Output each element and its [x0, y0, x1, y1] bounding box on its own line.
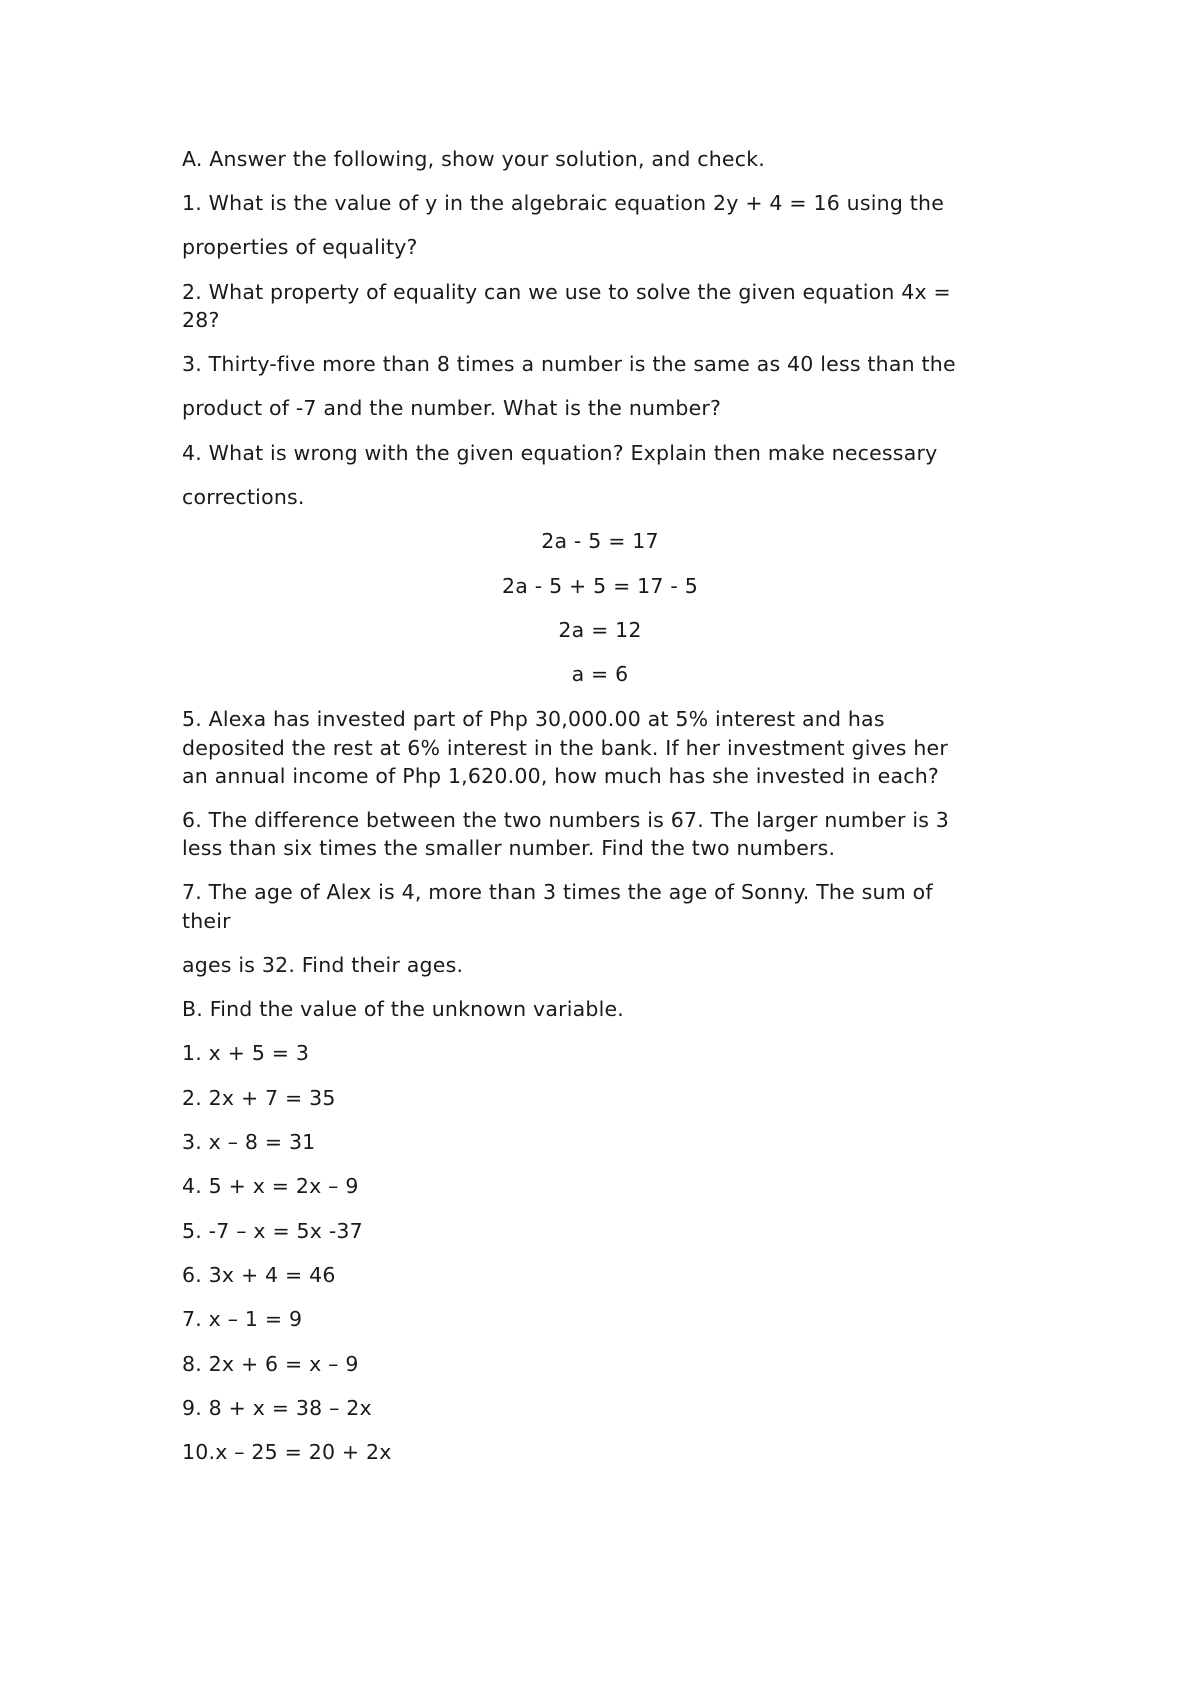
exercise-item-8: 8. 2x + 6 = x – 9	[182, 1352, 359, 1376]
question-5-line-1: 5. Alexa has invested part of Php 30,000.00 at 5% interest and has	[182, 707, 885, 731]
question-3-line-1: 3. Thirty-five more than 8 times a number is the same as 40 less than the	[182, 352, 956, 376]
exercise-item-9: 9. 8 + x = 38 – 2x	[182, 1396, 372, 1420]
equation-step-2: 2a - 5 + 5 = 17 - 5	[502, 574, 698, 598]
question-4-line-1: 4. What is wrong with the given equation? Explain then make necessary	[182, 441, 938, 465]
equation-step-4: a = 6	[571, 662, 629, 686]
exercise-item-3: 3. x – 8 = 31	[182, 1130, 316, 1154]
exercise-item-6: 6. 3x + 4 = 46	[182, 1263, 336, 1287]
question-6-line-1: 6. The difference between the two numbers is 67. The larger number is 3	[182, 808, 950, 832]
question-5-line-2: deposited the rest at 6% interest in the bank. If her investment gives her	[182, 736, 948, 760]
section-a-heading: A. Answer the following, show your solution, and check.	[182, 147, 766, 171]
question-7-line-3: ages is 32. Find their ages.	[182, 953, 464, 977]
equation-step-3: 2a = 12	[558, 618, 642, 642]
question-6-line-2: less than six times the smaller number. Find the two numbers.	[182, 836, 836, 860]
question-3-line-2: product of -7 and the number. What is the number?	[182, 396, 722, 420]
equation-step-1: 2a - 5 = 17	[541, 529, 659, 553]
question-4-line-2: corrections.	[182, 485, 305, 509]
question-7-line-1: 7. The age of Alex is 4, more than 3 times the age of Sonny. The sum of	[182, 880, 933, 904]
question-1-line-2: properties of equality?	[182, 235, 418, 259]
exercise-item-1: 1. x + 5 = 3	[182, 1041, 310, 1065]
question-5-line-3: an annual income of Php 1,620.00, how much has she invested in each?	[182, 764, 939, 788]
question-1-line-1: 1. What is the value of y in the algebraic equation 2y + 4 = 16 using the	[182, 191, 945, 215]
question-2-line-1: 2. What property of equality can we use to solve the given equation 4x =	[182, 280, 951, 304]
section-b-heading: B. Find the value of the unknown variable.	[182, 997, 625, 1021]
exercise-item-5: 5. -7 – x = 5x -37	[182, 1219, 363, 1243]
exercise-item-10: 10.x – 25 = 20 + 2x	[182, 1440, 392, 1464]
question-7-line-2: their	[182, 909, 231, 933]
exercise-item-4: 4. 5 + x = 2x – 9	[182, 1174, 359, 1198]
question-2-line-2: 28?	[182, 308, 220, 332]
exercise-item-7: 7. x – 1 = 9	[182, 1307, 303, 1331]
exercise-item-2: 2. 2x + 7 = 35	[182, 1086, 336, 1110]
